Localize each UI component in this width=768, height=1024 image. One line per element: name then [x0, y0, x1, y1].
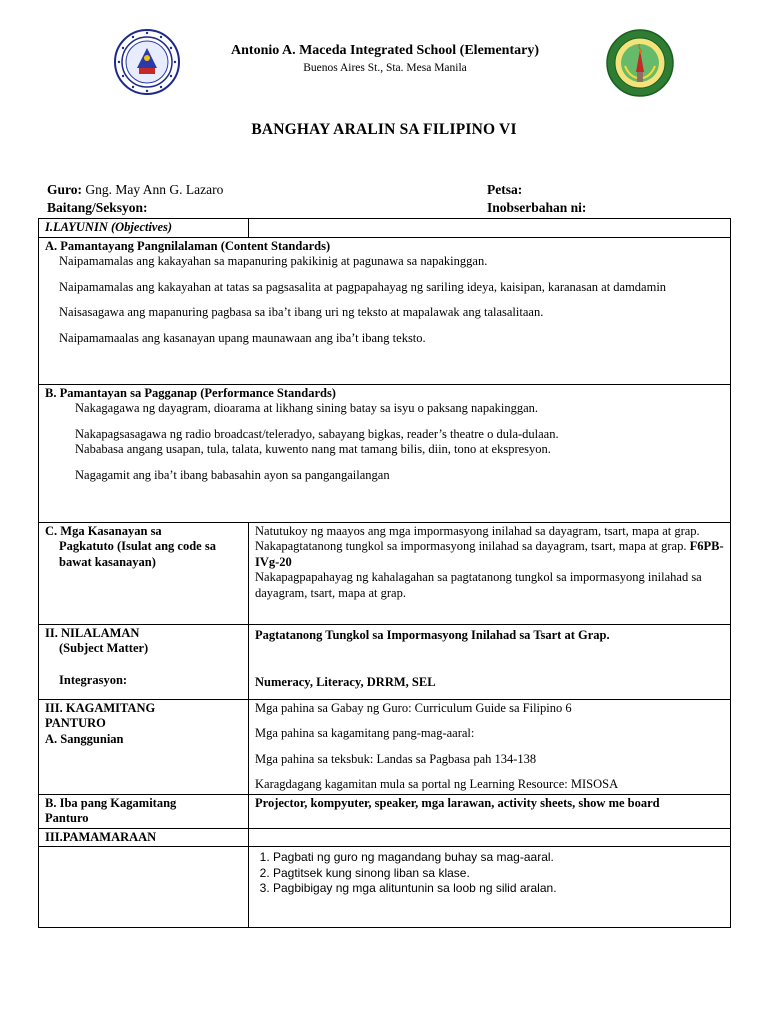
performance-standard-item: Nakagagawa ng dayagram, dioarama at likhang sining batay sa isyu o paksang napakinggan. [75, 401, 539, 415]
nilalaman-label: II. NILALAMAN [45, 625, 140, 640]
table-row [39, 794, 731, 828]
guro-value: Gng. May Ann G. Lazaro [85, 182, 224, 197]
competency-item: Nakapagpapahayag ng kahalagahan sa pagtatanong tungkol sa impormasyong inilahad sa dayagram, tsart, mapa at grap. [255, 570, 702, 600]
grade-section-field [47, 199, 148, 217]
list-item: 1. Pagbati ng guro ng magandang buhay sa mag-aaral. [273, 850, 724, 866]
integrasyon-value: Numeracy, Literacy, DRRM, SEL [255, 675, 436, 689]
iba-pang-value: Projector, kompyuter, speaker, mga larawan, activity sheets, show me board [249, 794, 731, 828]
observer-field [487, 199, 586, 217]
pamamaraan-header: III.PAMAMARAAN [39, 828, 249, 847]
table-row [39, 522, 731, 624]
school-seal-icon [605, 28, 675, 98]
lesson-plan-table [38, 218, 731, 928]
reference-item: Karagdagang kagamitan mula sa portal ng Learning Resource: MISOSA [255, 777, 619, 791]
competencies-label-cell [39, 522, 249, 624]
inobserbahan-label: Inobserbahan ni: [487, 200, 587, 215]
layunin-header: I.LAYUNIN (Objectives) [39, 219, 249, 238]
subject-topic: Pagtatanong Tungkol sa Impormasyong Inilahad sa Tsart at Grap. [255, 627, 610, 642]
procedure-list [255, 850, 724, 897]
content-standards-cell [39, 237, 731, 384]
reference-item: Mga pahina sa teksbuk: Landas sa Pagbasa pah 134-138 [255, 751, 537, 766]
nilalaman-sublabel: (Subject Matter) [59, 641, 149, 655]
kagamitan-label: III. KAGAMITANG [45, 700, 156, 715]
petsa-label: Petsa: [487, 182, 523, 197]
list-item: 3. Pagbibigay ng mga alituntunin sa loob ng silid aralan. [273, 881, 724, 897]
school-address: Buenos Aires St., Sta. Mesa Manila [303, 62, 467, 74]
teacher-field [47, 181, 223, 199]
reference-item: Mga pahina sa kagamitang pang-mag-aaral: [255, 726, 475, 740]
guro-label: Guro: [47, 182, 83, 197]
performance-standard-item: Nababasa angang usapan, tula, talata, kuwento nang mat tamang bilis, diin, tono at ekspresyon. [75, 442, 551, 456]
table-row [39, 847, 731, 928]
school-name: Antonio A. Maceda Integrated School (Elementary) [231, 43, 539, 58]
table-row [39, 384, 731, 522]
list-item: 2. Pagtitsek kung sinong liban sa klase. [273, 866, 724, 882]
content-standard-item: Naipamamaalas ang kasanayan upang maunawaan ang iba’t ibang teksto. [59, 330, 426, 345]
iba-pang-label: Panturo [45, 811, 89, 825]
content-standard-item: Naipamamalas ang kakayahan at tatas sa pagsasalita at pagpapahayag ng sariling ideya, kaisipan, karanasan at damdamin [59, 279, 667, 294]
competencies-label: C. Mga Kasanayan sa [45, 523, 162, 538]
competencies-content-cell [249, 522, 731, 624]
competency-text: Nakapagtatanong tungkol sa impormasyong inilahad sa dayagram, tsart, mapa at grap. [255, 539, 687, 553]
empty-cell [39, 847, 249, 928]
kagamitan-label-cell [39, 699, 249, 794]
table-row [39, 699, 731, 794]
reference-item: Mga pahina sa Gabay ng Guro: Curriculum Guide sa Filipino 6 [255, 700, 572, 715]
table-row [39, 828, 731, 847]
integrasyon-label: Integrasyon: [59, 672, 128, 687]
sanggunian-label: A. Sanggunian [45, 731, 124, 746]
pamamaraan-content-cell [249, 847, 731, 928]
competency-item: Natutukoy ng maayos ang mga impormasyong inilahad sa dayagram, tsart, mapa at grap. [255, 523, 700, 538]
empty-cell [249, 219, 731, 238]
kagamitan-content-cell [249, 699, 731, 794]
performance-standards-header: B. Pamantayan sa Pagganap (Performance Standards) [45, 385, 336, 400]
deped-seal-icon [113, 28, 181, 96]
table-row [39, 624, 731, 699]
competency-code: F6PB-IVg-20 [255, 539, 724, 569]
document-title: BANGHAY ARALIN SA FILIPINO VI [251, 121, 517, 138]
content-standard-item: Naisasagawa ang mapanuring pagbasa sa iba’t ibang uri ng teksto at mapalawak ang talasalitaan. [59, 305, 544, 319]
content-standard-item: Naipamamalas ang kakayahan sa mapanuring pakikinig at pagunawa sa napakinggan. [59, 254, 488, 268]
school-header [180, 43, 590, 74]
performance-standard-item: Nagagamit ang iba’t ibang babasahin ayon sa pangangailangan [75, 467, 390, 482]
iba-pang-label-cell [39, 794, 249, 828]
content-standards-header: A. Pamantayang Pangnilalaman (Content Standards) [45, 238, 331, 253]
competency-item [255, 539, 724, 570]
table-row [39, 219, 731, 238]
nilalaman-content-cell [249, 624, 731, 699]
iba-pang-label: B. Iba pang Kagamitang [45, 795, 177, 810]
baitang-label: Baitang/Seksyon: [47, 200, 148, 215]
competencies-label: Pagkatuto (Isulat ang code sa [59, 539, 216, 553]
nilalaman-label-cell [39, 624, 249, 699]
table-row [39, 237, 731, 384]
performance-standard-item: Nakapagsasagawa ng radio broadcast/teleradyo, sabayang bigkas, reader’s theatre o dula-dulaan. [75, 426, 559, 441]
performance-standards-cell [39, 384, 731, 522]
kagamitan-label: PANTURO [45, 716, 106, 730]
competencies-label: bawat kasanayan) [59, 554, 156, 569]
empty-cell [249, 828, 731, 847]
date-field [487, 181, 522, 199]
